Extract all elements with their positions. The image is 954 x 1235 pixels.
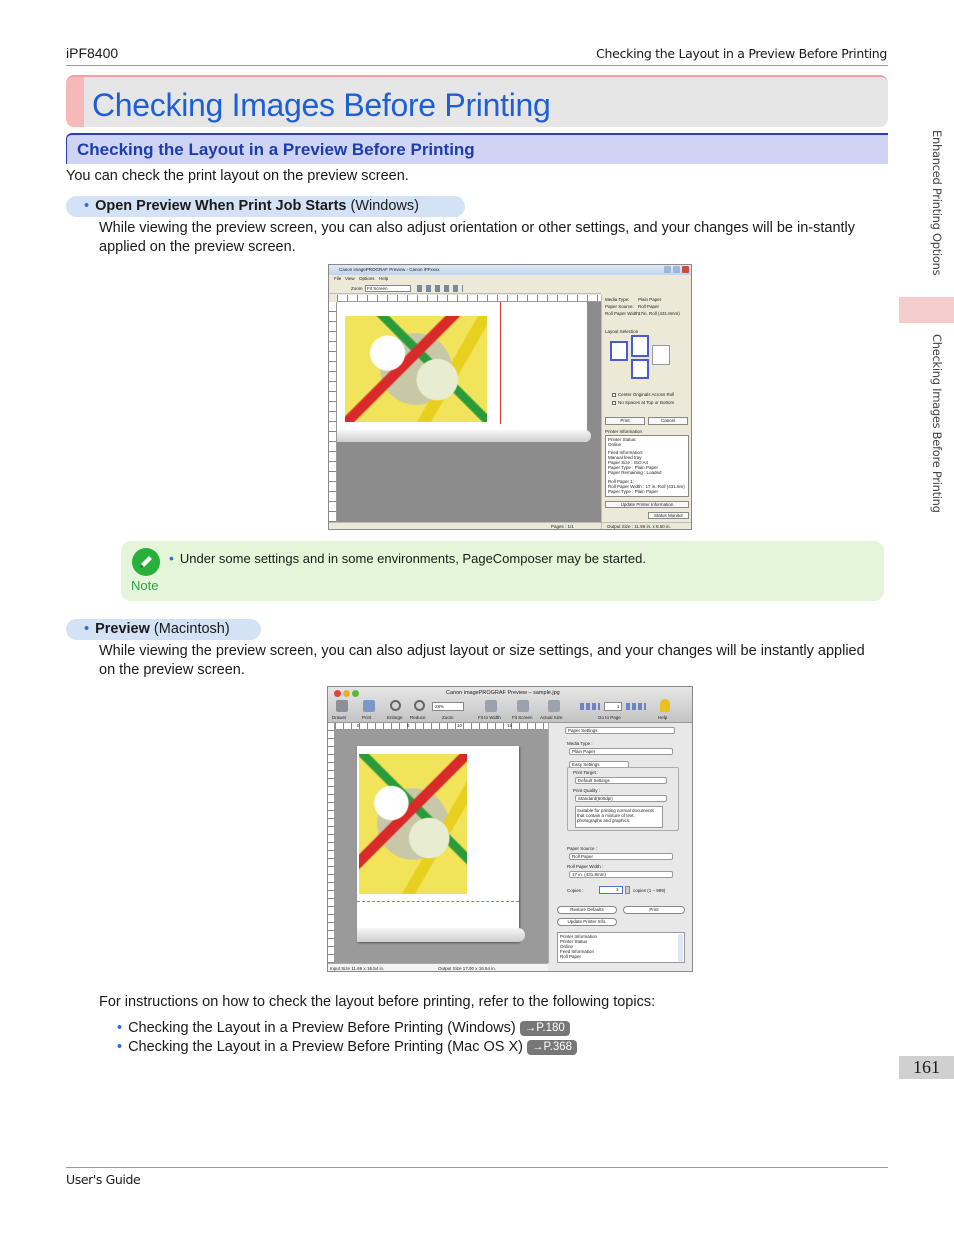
side-active-tab (899, 297, 954, 323)
mac-copies-range: copies (1 – 999) (633, 888, 666, 893)
tb-zoom: Zoom (442, 715, 454, 720)
info-line: Online (608, 442, 622, 447)
enlarge-icon[interactable] (390, 700, 401, 711)
mac-copies-label: Copies : (567, 888, 584, 893)
tb-fit-screen: Fit Screen (512, 715, 533, 720)
ref-windows-page-link[interactable]: →P.180 (520, 1021, 570, 1036)
ref-windows-text[interactable]: Checking the Layout in a Preview Before Printing (Windows) (128, 1020, 516, 1036)
win-sample-photo (345, 316, 487, 422)
info-line: Manual feed tray (608, 455, 642, 460)
mac-print-quality-label: Print Quality : (573, 788, 601, 793)
win-roll-width-value: 17in. Roll (431.8mm) (638, 311, 680, 316)
mac-roll-icon (357, 928, 525, 942)
mac-titlebar (328, 687, 692, 723)
win-output-size: Output Size : 11.96 in. x 8.50 in. (607, 524, 671, 529)
bullet-dot-icon: • (84, 621, 90, 637)
page-title: Checking Images Before Printing (92, 87, 551, 123)
actual-size-icon[interactable] (548, 700, 560, 712)
mac-sample-photo (359, 754, 467, 894)
update-printer-info-button[interactable]: Update Printer Info. (557, 918, 617, 926)
info-line: Roll Paper (560, 954, 582, 959)
mac-printer-info-list (557, 932, 685, 963)
header-section: Checking the Layout in a Preview Before Printing (596, 46, 887, 61)
mac-window-title: Canon imagePROGRAF Preview – sample.jpg (446, 690, 560, 696)
win-printer-info-list (605, 435, 689, 497)
info-scrollbar[interactable] (678, 934, 683, 962)
ruler-label: 5 (407, 723, 410, 728)
quality-description: Suitable for printing normal documents that contain a mixture of text, photographs and graphics. (575, 806, 663, 828)
win-preview-canvas (337, 302, 601, 522)
mac-output-size: Output Size 17.00 x 16.54 in. (438, 966, 497, 971)
tb-enlarge: Enlarge (387, 715, 403, 720)
bullet-dot-icon: • (84, 198, 90, 214)
info-line: Online (560, 944, 574, 949)
drawer-icon[interactable] (336, 700, 348, 712)
win-print-button[interactable]: Print (605, 417, 645, 425)
mac-settings-panel (548, 723, 693, 963)
win-cancel-button[interactable]: Cancel (648, 417, 688, 425)
bullet-dot-icon: • (169, 550, 174, 566)
mac-text: While viewing the preview screen, you can also adjust layout or size settings, and your changes will be instantly applied on the preview screen. (99, 643, 865, 678)
ref-mac (117, 1039, 577, 1055)
menu-file[interactable]: File (334, 276, 342, 281)
copies-input[interactable]: 1 (599, 886, 623, 894)
win-update-button[interactable]: Update Printer Information (605, 501, 689, 508)
mac-zoom-input[interactable]: 28% (432, 702, 464, 711)
win-minimize-icon[interactable] (664, 266, 671, 273)
win-pages: Pages : 1/1 (551, 524, 574, 529)
info-line: Printer Status (560, 939, 588, 944)
info-line: Printer Status: (608, 437, 637, 442)
win-zoom-select[interactable]: Fit Screen (365, 285, 411, 292)
layout-option-1-icon[interactable] (610, 341, 628, 361)
win-center-original: Center Originals Across Roll (618, 392, 675, 397)
reduce-icon[interactable] (414, 700, 425, 711)
mac-roll-width-label: Roll Paper Width : (567, 864, 604, 869)
note-body: Under some settings and in some environments, PageComposer may be started. (179, 551, 646, 566)
win-ruler-horizontal (337, 295, 601, 302)
tb-actual-size: Actual Size (540, 715, 563, 720)
paper-source-popup[interactable]: Roll Paper (569, 853, 673, 860)
win-close-icon[interactable] (682, 266, 689, 273)
info-line: Paper Remaining : Loaded (608, 470, 662, 475)
tb-drawer: Drawer (332, 715, 347, 720)
menu-options[interactable]: Options (359, 276, 375, 281)
ref-mac-text[interactable]: Checking the Layout in a Preview Before Printing (Mac OS X) (128, 1039, 523, 1055)
win-paper-source-value: Roll Paper (638, 304, 660, 309)
help-icon[interactable] (660, 699, 670, 712)
layout-option-4-icon[interactable] (631, 359, 649, 379)
mac-minimize-icon[interactable] (343, 690, 350, 697)
mac-input-size: Input Size 11.69 x 16.54 in. (330, 966, 385, 971)
menu-view[interactable]: View (345, 276, 355, 281)
mac-ruler-horizontal (335, 723, 548, 730)
info-line: Paper Size : ISO A4 (608, 460, 649, 465)
win-statusbar (329, 522, 692, 530)
ruler-label: 15 (507, 723, 513, 728)
media-type-popup[interactable]: Plain Paper (569, 748, 673, 755)
subtitle-band (66, 133, 888, 164)
win-status-monitor-button[interactable]: Status Monitor (648, 512, 689, 519)
header-model: iPF8400 (66, 45, 119, 61)
win-settings-panel (601, 295, 692, 530)
layout-option-3-icon[interactable] (652, 345, 670, 365)
fit-width-icon[interactable] (485, 700, 497, 712)
first-prev-page-icon[interactable] (580, 703, 600, 710)
mac-page-input[interactable]: 1 (604, 702, 622, 711)
windows-bullet (66, 196, 465, 217)
win-roll-icon (337, 430, 591, 442)
print-icon[interactable] (363, 700, 375, 712)
layout-option-2-icon[interactable] (631, 335, 649, 357)
win-maximize-icon[interactable] (673, 266, 680, 273)
win-media-type-label: Media Type: (605, 297, 630, 302)
mac-zoom-icon[interactable] (352, 690, 359, 697)
page-subtitle: Checking the Layout in a Preview Before Printing (77, 140, 475, 159)
ref-windows (117, 1020, 570, 1036)
win-titlebar (329, 265, 691, 275)
info-line: Printer Information (560, 934, 598, 939)
windows-text: While viewing the preview screen, you can also adjust orientation or other settings, and your changes will be in-stantly applied on the preview screen. (99, 220, 856, 255)
copies-stepper[interactable] (625, 886, 630, 894)
footer-text: User's Guide (66, 1172, 141, 1187)
win-cut-line (500, 302, 501, 424)
mac-print-target-label: Print Target : (573, 770, 599, 775)
tb-print: Print (362, 715, 372, 720)
next-last-page-icon[interactable] (626, 703, 646, 710)
win-no-spaces: No Spaces at Top or Bottom (618, 400, 675, 405)
page-number: 161 (899, 1056, 954, 1079)
win-center-checkbox[interactable] (612, 393, 616, 397)
menu-help[interactable]: Help (379, 276, 389, 281)
ref-mac-page-link[interactable]: →P.368 (527, 1040, 577, 1055)
ruler-label: 0 (357, 723, 360, 728)
mac-preview-canvas (335, 730, 548, 963)
win-nav-arrows-icon[interactable] (417, 285, 463, 292)
mac-paper-source-label: Paper Source : (567, 846, 598, 851)
mac-bullet-rest: (Macintosh) (149, 621, 230, 637)
title-band (66, 75, 888, 127)
intro-text: You can check the print layout on the preview screen. (66, 168, 409, 184)
win-menubar (329, 275, 691, 283)
win-paper-source-label: Paper Source: (605, 304, 634, 309)
fit-screen-icon[interactable] (517, 700, 529, 712)
mac-bullet (66, 619, 261, 640)
mac-media-type-label: Media Type : (567, 741, 593, 746)
mac-close-icon[interactable] (334, 690, 341, 697)
print-target-popup[interactable]: Default Settings (575, 777, 667, 784)
win-roll-width-label: Roll Paper Width: (605, 311, 641, 316)
bullet-dot-icon: • (117, 1020, 123, 1036)
note-box (121, 541, 884, 601)
tb-fit-width: Fit to Width (478, 715, 501, 720)
info-line: Feed Information (560, 949, 595, 954)
header-rule (66, 65, 888, 66)
info-line: Paper Type : Plain Paper (608, 489, 658, 494)
tb-go-to-page: Go to Page (598, 715, 621, 720)
tb-reduce: Reduce (410, 715, 426, 720)
bullet-dot-icon: • (117, 1039, 123, 1055)
win-media-type-value: Plain Paper (638, 297, 662, 302)
windows-preview-screenshot (328, 264, 692, 530)
paper-settings-popup[interactable]: Paper Settings (565, 727, 675, 734)
note-label: Note (131, 578, 159, 593)
win-layout-selection: Layout Selection (605, 329, 639, 334)
note-pencil-icon (132, 548, 160, 576)
info-line: Feed Information: (608, 450, 644, 455)
info-line: Paper Type : Plain Paper (608, 465, 658, 470)
info-line: Roll Paper Width : 17 in. Roll (431.8m) (608, 484, 685, 489)
note-text (169, 550, 646, 566)
win-title: Canon imagePROGRAF Preview - Canon iPFxxxx (339, 267, 440, 272)
ruler-label: 10 (457, 723, 463, 728)
easy-settings-popup[interactable]: Easy Settings (569, 761, 629, 768)
win-nospace-checkbox[interactable] (612, 401, 616, 405)
mac-preview-screenshot (327, 686, 693, 972)
win-printer-info-label: Printer Information (605, 429, 643, 434)
side-section-label[interactable]: Checking Images Before Printing (930, 334, 944, 513)
mac-bullet-bold: Preview (95, 621, 150, 637)
windows-bullet-rest: (Windows) (346, 198, 419, 214)
win-ruler-vertical (329, 302, 337, 522)
windows-bullet-bold: Open Preview When Print Job Starts (95, 198, 347, 214)
mac-ruler-vertical (328, 723, 335, 963)
side-chapter-label[interactable]: Enhanced Printing Options (930, 130, 944, 276)
win-zoom-label: Zoom (351, 286, 363, 291)
mac-statusbar (328, 963, 548, 972)
mac-print-button[interactable]: Print (623, 906, 685, 914)
tb-help: Help (658, 715, 668, 720)
roll-width-popup[interactable]: 17 in. (431.8mm) (569, 871, 673, 878)
info-line: Roll Paper 1: (608, 479, 635, 484)
refs-intro: For instructions on how to check the layout before printing, refer to the following topics: (99, 994, 656, 1010)
mac-cut-line (357, 901, 519, 902)
restore-defaults-button[interactable]: Restore Defaults (557, 906, 617, 914)
print-quality-popup[interactable]: Standard(600dpi) (575, 795, 667, 802)
footer-rule (66, 1167, 888, 1168)
win-toolbar (329, 283, 601, 294)
